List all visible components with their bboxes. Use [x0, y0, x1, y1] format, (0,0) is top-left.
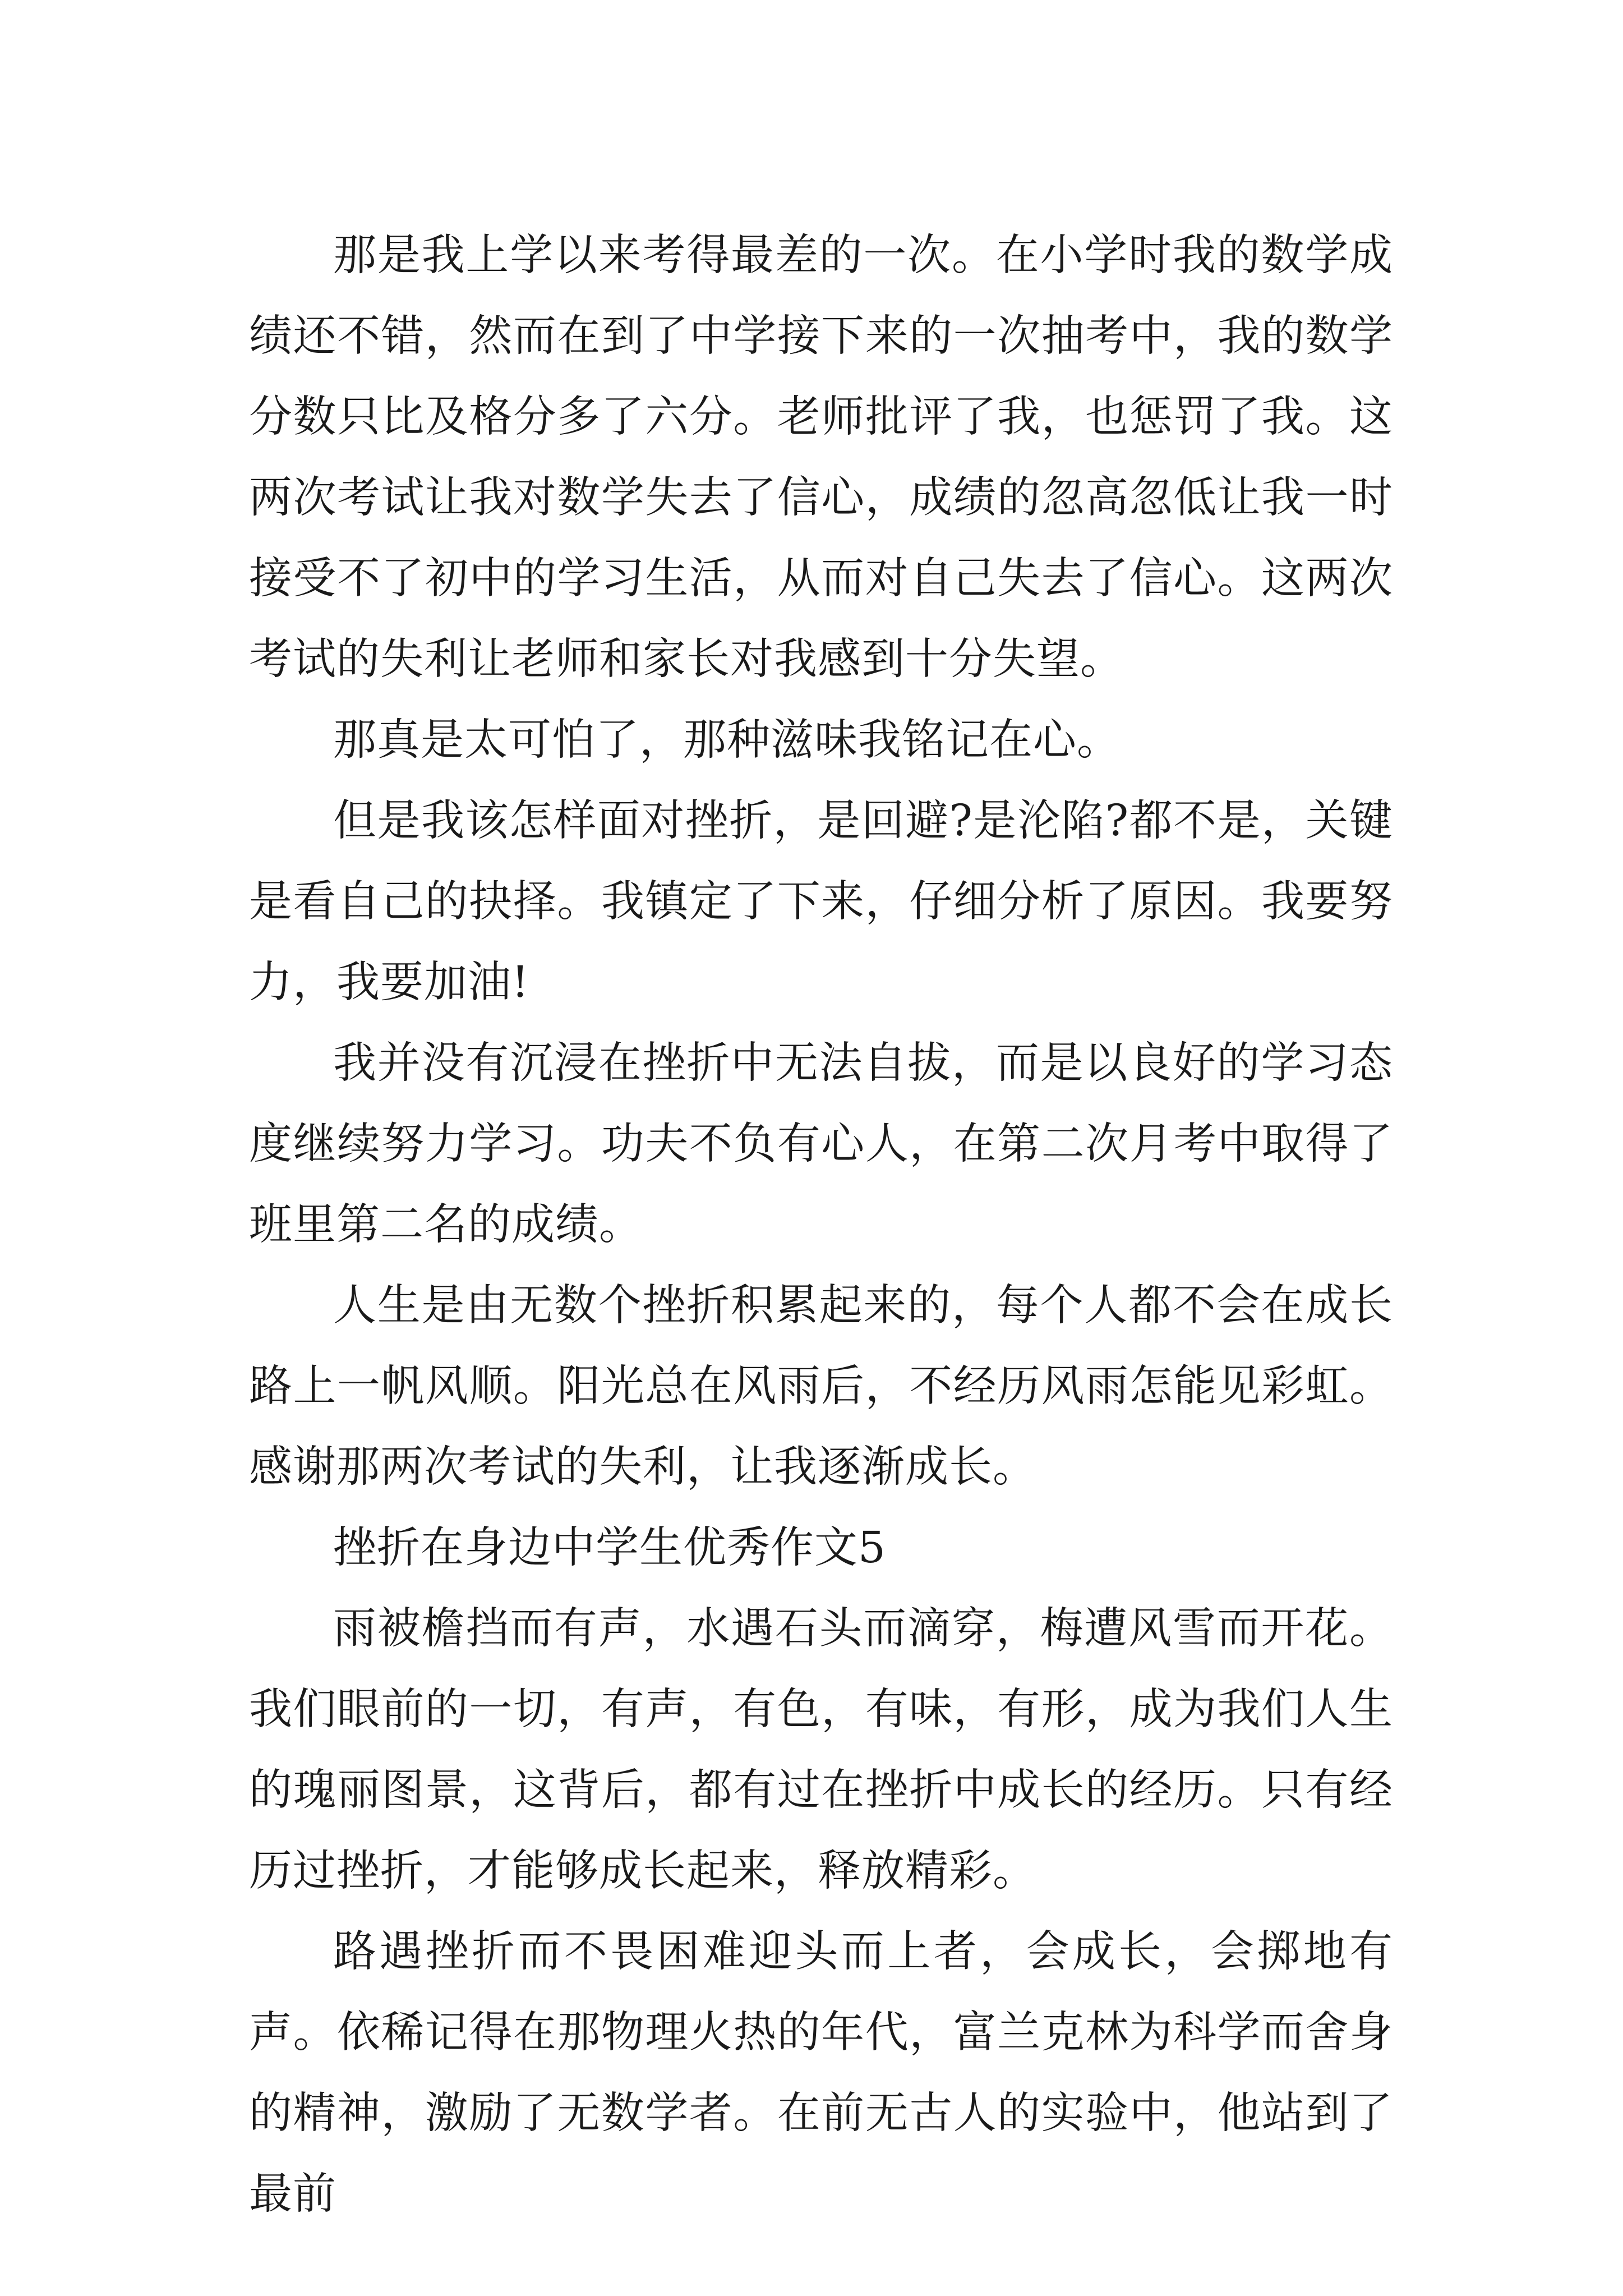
paragraph-second-exam: 我并没有沉浸在挫折中无法自拔，而是以良好的学习态度继续努力学习。功夫不负有心人，在第二次月考中取得了班里第二名的成绩。: [249, 1038, 1393, 1250]
essay-body: [249, 215, 1393, 2235]
paragraph-rain-eaves: 雨被檐挡而有声，水遇石头而滴穿，梅遭风雪而开花。我们眼前的一切，有声，有色，有味，有形，成为我们人生的瑰丽图景，这背后，都有过在挫折中成长的经历。只有经历过挫折，才能够成长起来，释放精彩。: [249, 1604, 1393, 1896]
essay-title: 挫折在身边中学生优秀作文5: [333, 1523, 886, 1573]
paragraph-exam-failure: 那是我上学以来考得最差的一次。在小学时我的数学成绩还不错，然而在到了中学接下来的一次抽考中，我的数学分数只比及格分多了六分。老师批评了我，也惩罚了我。这两次考试让我对数学失去了信心，成绩的忽高忽低让我一时接受不了初中的学习生活，从而对自己失去了信心。这两次考试的失利让老师和家长对我感到十分失望。: [249, 231, 1393, 684]
paragraph-franklin: 路遇挫折而不畏困难迎头而上者，会成长，会掷地有声。依稀记得在那物理火热的年代，富兰克林为科学而舍身的精神，激励了无数学者。在前无古人的实验中，他站到了最前: [249, 1927, 1393, 2219]
paragraph-memory: 那真是太可怕了，那种滋味我铭记在心。: [333, 715, 1121, 765]
paragraph-life-setbacks: 人生是由无数个挫折积累起来的，每个人都不会在成长路上一帆风顺。阳光总在风雨后，不经历风雨怎能见彩虹。感谢那两次考试的失利，让我逐渐成长。: [249, 1281, 1393, 1492]
paragraph-facing-setback: 但是我该怎样面对挫折，是回避?是沦陷?都不是，关键是看自己的抉择。我镇定了下来，仔细分析了原因。我要努力，我要加油!: [249, 796, 1393, 1007]
